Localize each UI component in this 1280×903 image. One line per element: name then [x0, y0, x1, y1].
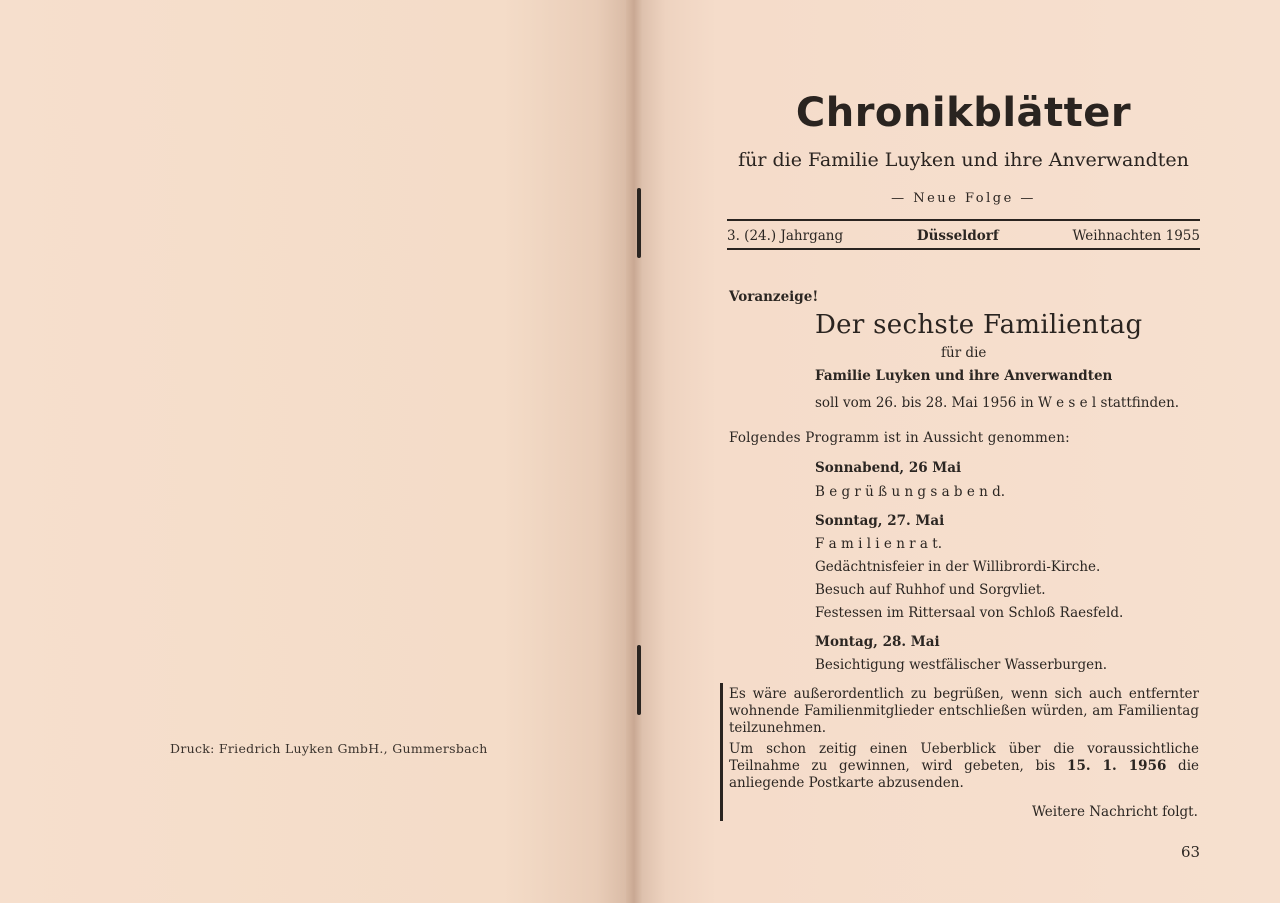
- volume-label: 3. (24.) Jahrgang: [727, 228, 844, 244]
- family-name-line: Familie Luyken und ihre Anverwandten: [815, 368, 1113, 384]
- program-day-heading: Sonntag, 27. Mai: [815, 513, 945, 529]
- margin-bar: [720, 683, 723, 821]
- masthead-series: — Neue Folge —: [891, 191, 1036, 206]
- date-location-line: soll vom 26. bis 28. Mai 1956 in W e s e l stattfinden.: [815, 395, 1180, 411]
- program-item: F a m i l i e n r a t.: [815, 536, 942, 552]
- program-item: Besuch auf Ruhhof und Sorgvliet.: [815, 582, 1046, 598]
- binding-gutter: [626, 0, 642, 903]
- page-number: 63: [1181, 843, 1201, 861]
- issue-info-bar: [727, 228, 1200, 244]
- masthead-rule-bottom: [727, 248, 1200, 250]
- announcement-label: Voranzeige!: [729, 289, 819, 305]
- program-item: Gedächtnisfeier in der Willibrordi-Kirche.: [815, 559, 1101, 575]
- registration-text-end: die anliegende Postkarte abzusenden.: [729, 758, 1199, 791]
- program-day-heading: Sonnabend, 26 Mai: [815, 460, 962, 476]
- staple-bottom: [637, 645, 641, 715]
- registration-text-start: Um schon zeitig einen Ueberblick über die voraussichtliche Teilnahme zu gewinnen, wird gebeten, bis: [729, 741, 1199, 774]
- for-the-line: für die: [941, 345, 987, 361]
- staple-top: [637, 188, 641, 258]
- program-intro: Folgendes Programm ist in Aussicht genommen:: [729, 430, 1070, 446]
- masthead-rule-top: [727, 219, 1200, 221]
- registration-deadline: 15. 1. 1956: [1067, 758, 1167, 774]
- printer-imprint: Druck: Friedrich Luyken GmbH., Gummersbach: [170, 741, 488, 756]
- masthead-subtitle: für die Familie Luyken und ihre Anverwandten: [738, 149, 1189, 171]
- announcement-headline: Der sechste Familientag: [815, 310, 1143, 340]
- program-item: Festessen im Rittersaal von Schloß Raesfeld.: [815, 605, 1124, 621]
- issue-label: Weihnachten 1955: [1072, 228, 1200, 244]
- masthead-title: Chronikblätter: [795, 90, 1132, 136]
- participation-paragraph: Es wäre außerordentlich zu begrüßen, wenn sich auch entfernter wohnende Familienmitglieder entschließen würden, am Familientag teilzunehmen.: [729, 686, 1199, 736]
- registration-paragraph: [729, 741, 1199, 792]
- program-item: Besichtigung westfälischer Wasserburgen.: [815, 657, 1108, 673]
- program-day-heading: Montag, 28. Mai: [815, 634, 940, 650]
- city-label: Düsseldorf: [916, 228, 999, 244]
- left-page: [0, 0, 628, 903]
- program-item: B e g r ü ß u n g s a b e n d.: [815, 484, 1006, 500]
- closing-note: Weitere Nachricht folgt.: [1032, 804, 1198, 820]
